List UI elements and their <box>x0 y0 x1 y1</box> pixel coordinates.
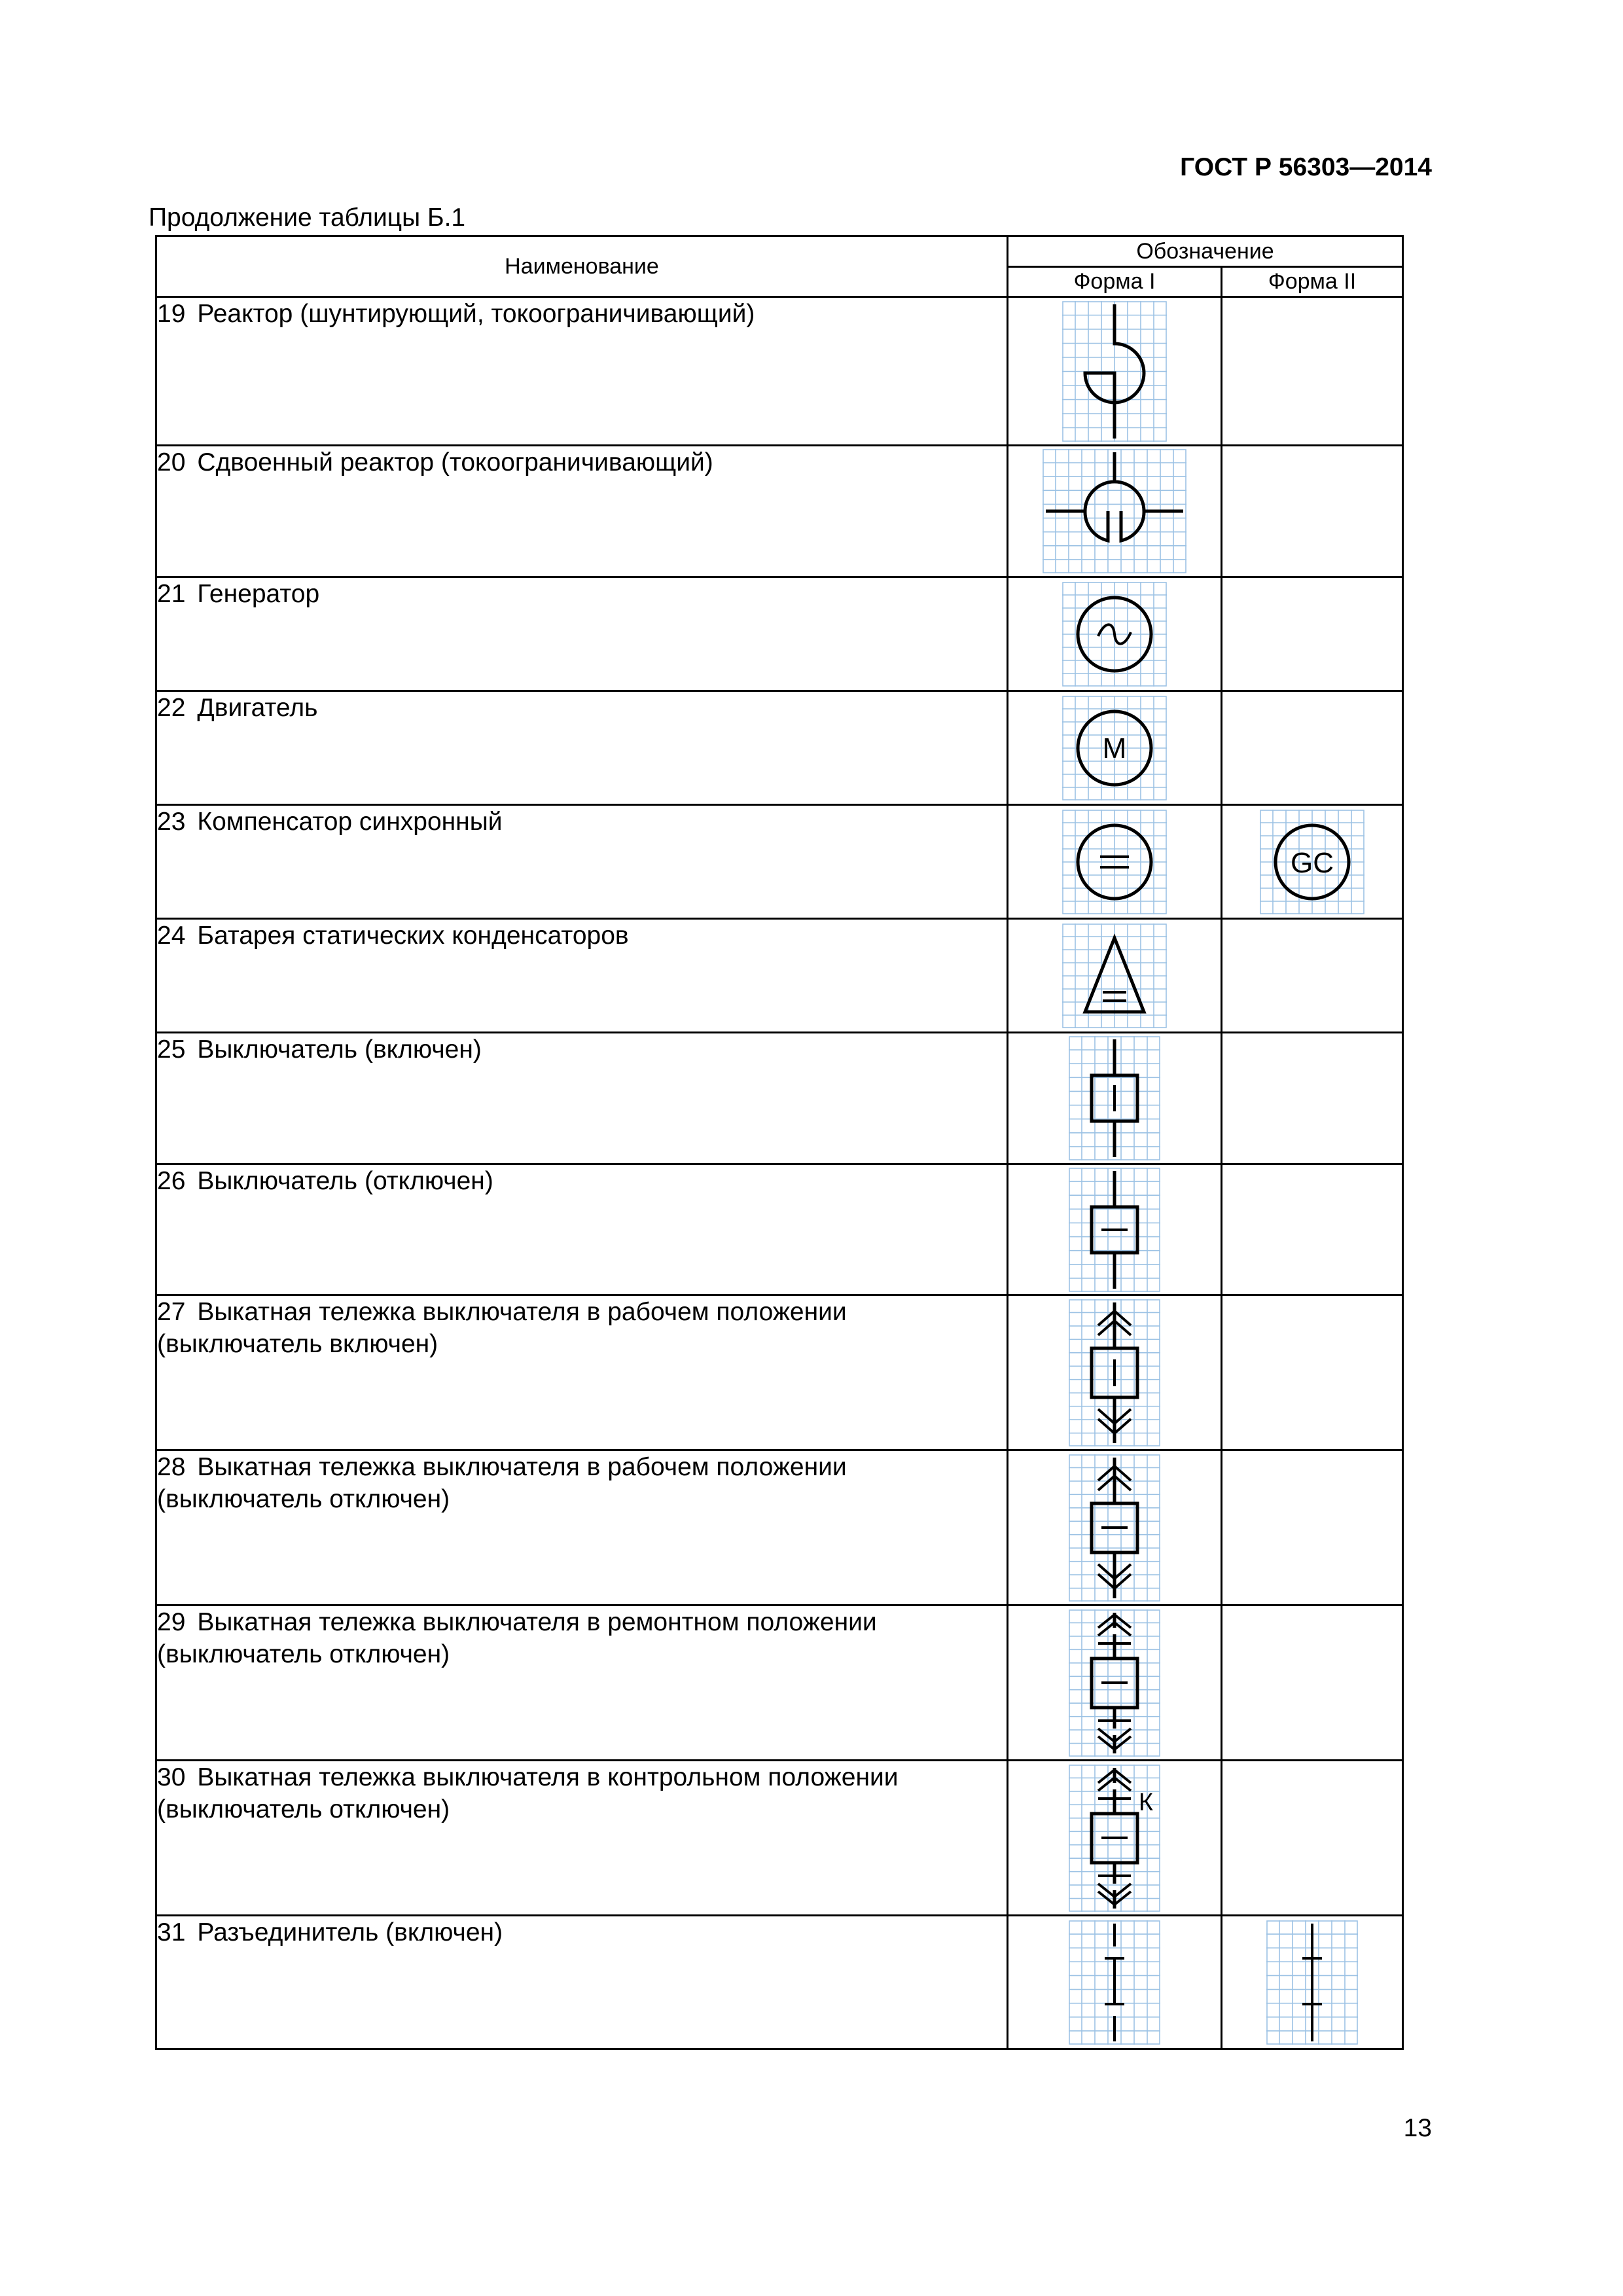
form1-cell <box>1008 1916 1222 2049</box>
row-name-cell: 23 Компенсатор синхронный <box>156 805 1008 919</box>
form2-cell <box>1222 1295 1403 1450</box>
form1-cell <box>1008 691 1222 805</box>
form1-cell <box>1008 297 1222 446</box>
table-row <box>156 1295 1403 1450</box>
form2-cell <box>1222 1916 1403 2049</box>
form1-cell <box>1008 1033 1222 1164</box>
sync-compensator-symbol-icon <box>1062 810 1167 914</box>
table-row <box>156 1605 1403 1761</box>
form2-cell <box>1222 691 1403 805</box>
row-name-cell: 26 Выключатель (отключен) <box>156 1164 1008 1295</box>
table-row <box>156 1761 1403 1916</box>
gc-compensator-symbol-icon <box>1260 810 1364 914</box>
row-name-cell: 19 Реактор (шунтирующий, токоограничивающий) <box>156 297 1008 446</box>
table-row <box>156 805 1403 919</box>
form2-cell <box>1222 1761 1403 1916</box>
page-number: 13 <box>1403 2114 1432 2142</box>
capacitor-bank-symbol-icon <box>1062 924 1167 1028</box>
breaker-closed-symbol-icon <box>1069 1036 1160 1160</box>
form2-cell <box>1222 577 1403 691</box>
table-row <box>156 1033 1403 1164</box>
table-row <box>156 446 1403 577</box>
disconnector-closed-form2-symbol-icon <box>1266 1920 1358 2045</box>
breaker-open-symbol-icon <box>1069 1168 1160 1292</box>
form1-cell <box>1008 446 1222 577</box>
table-row <box>156 1450 1403 1605</box>
row-name-cell: 31 Разъединитель (включен) <box>156 1916 1008 2049</box>
row-name-cell: 21 Генератор <box>156 577 1008 691</box>
withdrawable-working-closed-symbol-icon <box>1069 1299 1160 1446</box>
form1-cell <box>1008 1295 1222 1450</box>
test-position-label: К <box>1138 1788 1154 1816</box>
row-name-cell: 27 Выкатная тележка выключателя в рабочем положении (выключатель включен) <box>156 1295 1008 1450</box>
generator-symbol-icon <box>1062 582 1167 687</box>
symbols-table <box>155 235 1404 2050</box>
form2-cell <box>1222 297 1403 446</box>
reactor-symbol-icon <box>1062 301 1167 442</box>
withdrawable-repair-open-symbol-icon <box>1069 1609 1160 1757</box>
form1-cell <box>1008 919 1222 1033</box>
column-header-form2: Форма II <box>1222 267 1403 297</box>
table-row <box>156 577 1403 691</box>
form2-cell <box>1222 1164 1403 1295</box>
row-name-cell: 25 Выключатель (включен) <box>156 1033 1008 1164</box>
row-name-cell: 20 Сдвоенный реактор (токоограничивающий) <box>156 446 1008 577</box>
table-row <box>156 691 1403 805</box>
row-name-cell: 24 Батарея статических конденсаторов <box>156 919 1008 1033</box>
table-caption: Продолжение таблицы Б.1 <box>149 204 466 232</box>
withdrawable-working-open-symbol-icon <box>1069 1454 1160 1602</box>
form1-cell <box>1008 1164 1222 1295</box>
motor-label: М <box>1102 732 1127 764</box>
row-name-cell: 28 Выкатная тележка выключателя в рабочем положении (выключатель отключен) <box>156 1450 1008 1605</box>
form2-cell <box>1222 446 1403 577</box>
form2-cell <box>1222 805 1403 919</box>
column-header-designation: Обозначение <box>1008 236 1403 267</box>
form2-cell <box>1222 919 1403 1033</box>
table-row <box>156 297 1403 446</box>
form1-cell <box>1008 1605 1222 1761</box>
form1-cell <box>1008 1761 1222 1916</box>
form2-cell <box>1222 1033 1403 1164</box>
table-row <box>156 1916 1403 2049</box>
form2-cell <box>1222 1450 1403 1605</box>
withdrawable-test-open-symbol-icon <box>1069 1765 1160 1912</box>
disconnector-closed-symbol-icon <box>1069 1920 1160 2045</box>
motor-symbol-icon <box>1062 696 1167 800</box>
form1-cell <box>1008 1450 1222 1605</box>
standard-number: ГОСТ Р 56303—2014 <box>1180 153 1432 181</box>
table-row <box>156 1164 1403 1295</box>
form1-cell <box>1008 577 1222 691</box>
row-name-cell: 29 Выкатная тележка выключателя в ремонтном положении (выключатель отключен) <box>156 1605 1008 1761</box>
table-row <box>156 919 1403 1033</box>
form2-cell <box>1222 1605 1403 1761</box>
column-header-name: Наименование <box>156 236 1008 297</box>
row-name-cell: 22 Двигатель <box>156 691 1008 805</box>
gc-label: GC <box>1291 846 1334 879</box>
form1-cell <box>1008 805 1222 919</box>
column-header-form1: Форма I <box>1008 267 1222 297</box>
row-name-cell: 30 Выкатная тележка выключателя в контрольном положении (выключатель отключен) <box>156 1761 1008 1916</box>
dual-reactor-symbol-icon <box>1043 449 1186 573</box>
